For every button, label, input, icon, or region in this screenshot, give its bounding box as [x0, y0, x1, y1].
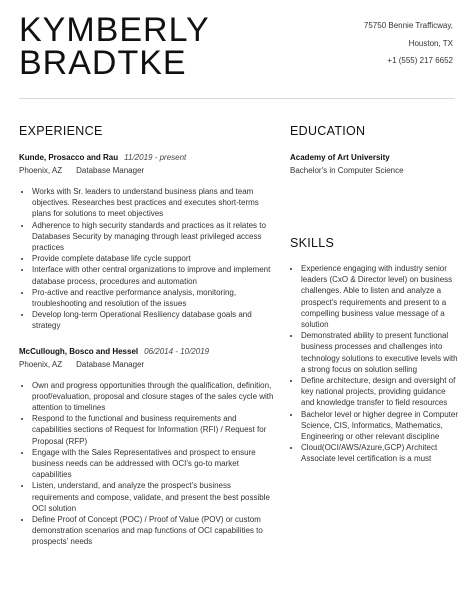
- job-bullet: • Respond to the functional and business requirements and capabilities sections of Request for Information (RFI) / Request for Proposal (RFP): [32, 413, 274, 447]
- experience-heading: EXPERIENCE: [19, 124, 103, 138]
- contact-info: [364, 17, 453, 70]
- job-bullet: • Works with Sr. leaders to understand business plans and team objectives. Researches best practices and executes short-terms plans for solutions to meet objectives: [32, 186, 274, 220]
- skills-list: [290, 263, 460, 465]
- job-entry: [19, 152, 274, 332]
- education-entry: [290, 152, 460, 176]
- skill-item: • Cloud(OCI/AWS/Azure,GCP) Architect Associate level certification is a must: [301, 442, 460, 464]
- job-position: Database Manager: [76, 359, 145, 369]
- job-entry: [19, 346, 274, 548]
- job-bullets: [19, 186, 274, 332]
- first-name: KYMBERLY: [19, 11, 210, 49]
- job-bullet: • Interface with other central organizations to improve and implement database process, procedures and automation: [32, 264, 274, 286]
- candidate-name: [19, 11, 210, 82]
- sidebar-column: [290, 124, 460, 465]
- school-name: Academy of Art University: [290, 153, 390, 162]
- skills-heading: SKILLS: [290, 236, 335, 250]
- skill-item: • Bachelor level or higher degree in Computer Science, CIS, Informatics, Mathematics, Engineering or other relevant discipline: [301, 409, 460, 443]
- last-name: BRADTKE: [19, 44, 187, 82]
- job-dates: 06/2014 - 10/2019: [144, 346, 210, 356]
- job-bullet: • Pro-active and reactive performance analysis, monitoring, troubleshooting and resolution of the issues: [32, 287, 274, 309]
- experience-section: [19, 124, 274, 548]
- job-location: Phoenix, AZ: [19, 359, 63, 369]
- job-bullets: [19, 380, 274, 548]
- skill-item: • Demonstrated ability to present functional business processes and challenges into technology solutions to executive levels with a strong focus on solution selling: [301, 330, 460, 375]
- degree-name: Bachelor's in Computer Science: [290, 166, 404, 175]
- address-line: 75750 Bennie Trafficway,: [363, 21, 453, 30]
- header-divider: [19, 98, 455, 99]
- job-bullet: • Engage with the Sales Representatives and prospect to ensure business needs can be addressed with OCI's go-to market capabilities: [32, 447, 274, 481]
- skill-item: • Experience engaging with industry senior leaders (CxO & Director level) on business challenges. Able to listen and analyze a prospect's requirements and present to a compelling business value message of a solution: [301, 263, 460, 330]
- job-bullet: • Own and progress opportunities through the qualification, definition, proof/evaluation, proposal and closure stages of the sales cycle with attention to timelines: [32, 380, 274, 414]
- job-company: Kunde, Prosacco and Rau: [19, 153, 119, 162]
- job-bullet: • Define Proof of Concept (POC) / Proof of Value (POV) or custom demonstration scenarios and map functions of OCI capabilities to prospects' needs: [32, 514, 274, 548]
- education-heading: EDUCATION: [290, 124, 366, 138]
- city-line: Houston, TX: [408, 38, 453, 48]
- job-location: Phoenix, AZ: [19, 166, 63, 175]
- job-dates: 11/2019 - present: [124, 153, 187, 162]
- job-bullet: • Develop long-term Operational Resiliency database goals and strategy: [32, 309, 274, 331]
- phone-number: +1 (555) 217 6652: [387, 56, 453, 65]
- job-bullet: • Listen, understand, and analyze the prospect's business requirements and compose, validate, and present the best possible OCI solution: [32, 480, 274, 514]
- job-bullet: • Adherence to high security standards and practices as it relates to Databases Security by managing through least privileged access practices: [32, 220, 274, 254]
- job-position: Database Manager: [76, 166, 145, 175]
- job-company: McCullough, Bosco and Hessel: [19, 346, 139, 356]
- skill-item: • Define architecture, design and oversight of key national projects, providing guidance and knowledge transfer to field resources: [301, 375, 460, 409]
- job-bullet: • Provide complete database life cycle support: [32, 253, 274, 264]
